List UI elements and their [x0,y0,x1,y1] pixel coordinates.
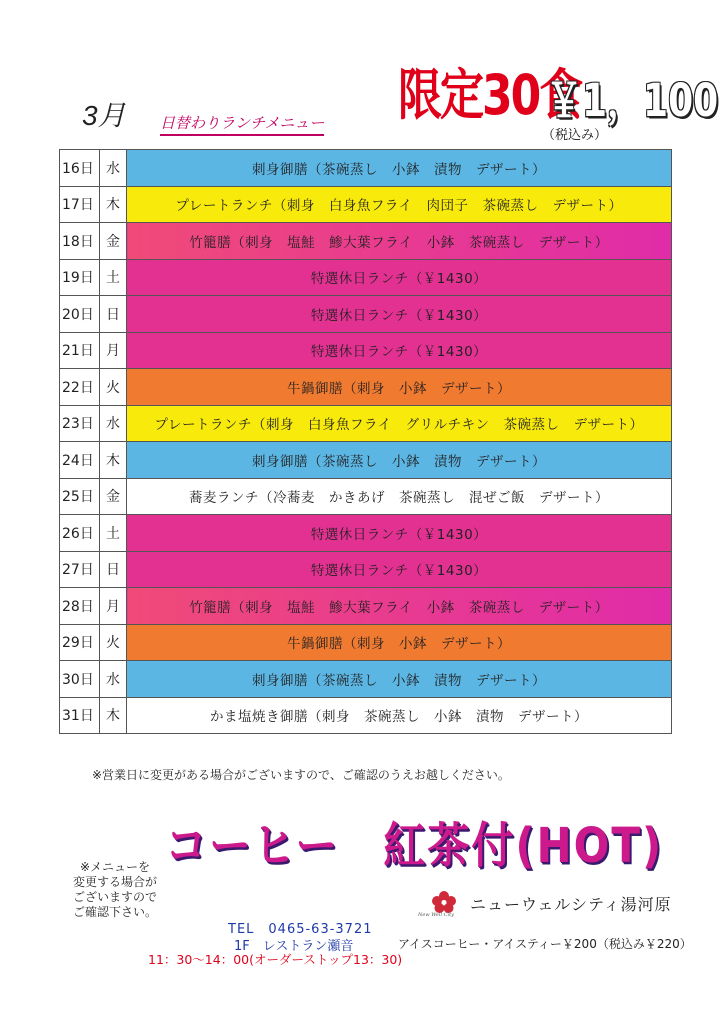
menu-row-date: 26日 [60,515,100,552]
menu-row-dish: プレートランチ（刺身 白身魚フライ グリルチキン 茶碗蒸し デザート） [127,405,672,442]
menu-row-weekday: 日 [100,296,127,333]
menu-row-dish: 竹籠膳（刺身 塩鮭 鯵大葉フライ 小鉢 茶碗蒸し デザート） [127,223,672,260]
menu-row-weekday: 月 [100,588,127,625]
menu-row-weekday: 水 [100,661,127,698]
menu-row-dish: 特選休日ランチ（￥1430） [127,296,672,333]
menu-row-date: 17日 [60,186,100,223]
menu-row [60,478,672,515]
menu-row [60,661,672,698]
menu-row-dish: 竹籠膳（刺身 塩鮭 鯵大葉フライ 小鉢 茶碗蒸し デザート） [127,588,672,625]
menu-row-date: 29日 [60,624,100,661]
menu-row [60,223,672,260]
menu-row-weekday: 木 [100,186,127,223]
menu-row [60,369,672,406]
menu-row [60,405,672,442]
menu-row-date: 21日 [60,332,100,369]
menu-row-date: 23日 [60,405,100,442]
menu-row-weekday: 火 [100,369,127,406]
menu-row-weekday: 土 [100,259,127,296]
telephone: TEL 0465-63-3721 [228,922,373,937]
menu-row-weekday: 土 [100,515,127,552]
price-label: ￥1，100 [546,76,719,128]
menu-row-dish: 特選休日ランチ（￥1430） [127,515,672,552]
menu-row-date: 22日 [60,369,100,406]
menu-row-dish: 刺身御膳（茶碗蒸し 小鉢 漬物 デザート） [127,442,672,479]
month-label: 3月 [82,100,126,131]
restaurant-name: 1F レストラン瀬音 [234,939,354,954]
menu-row-weekday: 木 [100,442,127,479]
menu-change-note: ※メニューを 変更する場合が ございますので ご確認下さい。 [72,860,157,919]
menu-row [60,296,672,333]
lunch-menu-body [60,150,672,734]
menu-row-dish: 刺身御膳（茶碗蒸し 小鉢 漬物 デザート） [127,661,672,698]
menu-row-weekday: 金 [100,223,127,260]
lunch-menu-table [59,149,672,734]
menu-row-date: 19日 [60,259,100,296]
menu-row [60,551,672,588]
menu-row-date: 16日 [60,150,100,187]
menu-row-date: 31日 [60,697,100,734]
iced-drinks-price: アイスコーヒー・アイスティー￥200（税込み￥220） [398,937,692,951]
menu-row [60,624,672,661]
drinks-banner: コーヒー 紅茶付(HOT) [165,817,664,874]
menu-row-dish: 特選休日ランチ（￥1430） [127,259,672,296]
limited-quantity-label: 限定30食 [398,63,582,128]
menu-row-date: 30日 [60,661,100,698]
menu-row-weekday: 水 [100,405,127,442]
menu-row-weekday: 火 [100,624,127,661]
menu-title: 日替わりランチメニュー [160,112,324,136]
menu-row-weekday: 木 [100,697,127,734]
menu-row-date: 24日 [60,442,100,479]
menu-row-dish: 特選休日ランチ（￥1430） [127,332,672,369]
menu-row-weekday: 月 [100,332,127,369]
menu-row-dish: 特選休日ランチ（￥1430） [127,551,672,588]
menu-row-date: 28日 [60,588,100,625]
menu-row [60,332,672,369]
menu-row-date: 25日 [60,478,100,515]
menu-row [60,515,672,552]
business-day-notice: ※営業日に変更がある場合がございますので、ご確認のうえお越しください。 [92,768,510,782]
menu-row-dish: 蕎麦ランチ（冷蕎麦 かきあげ 茶碗蒸し 混ぜご飯 デザート） [127,478,672,515]
opening-hours: 11：30～14：00(オーダーストップ13：30) [148,952,403,967]
menu-row-date: 27日 [60,551,100,588]
menu-row [60,259,672,296]
menu-row [60,186,672,223]
menu-row [60,697,672,734]
menu-row-dish: 刺身御膳（茶碗蒸し 小鉢 漬物 デザート） [127,150,672,187]
menu-row-dish: 牛鍋御膳（刺身 小鉢 デザート） [127,624,672,661]
menu-row-date: 18日 [60,223,100,260]
menu-row-date: 20日 [60,296,100,333]
menu-row-weekday: 金 [100,478,127,515]
menu-row [60,442,672,479]
menu-row-weekday: 日 [100,551,127,588]
menu-row-weekday: 水 [100,150,127,187]
menu-row [60,150,672,187]
hotel-name: ニューウェルシティ湯河原 [470,895,672,914]
menu-row-dish: 牛鍋御膳（刺身 小鉢 デザート） [127,369,672,406]
logo-caption: New Well City [418,912,454,918]
menu-row [60,588,672,625]
tax-note: （税込み） [542,128,608,143]
menu-row-dish: かま塩焼き御膳（刺身 茶碗蒸し 小鉢 漬物 デザート） [127,697,672,734]
menu-row-dish: プレートランチ（刺身 白身魚フライ 肉団子 茶碗蒸し デザート） [127,186,672,223]
